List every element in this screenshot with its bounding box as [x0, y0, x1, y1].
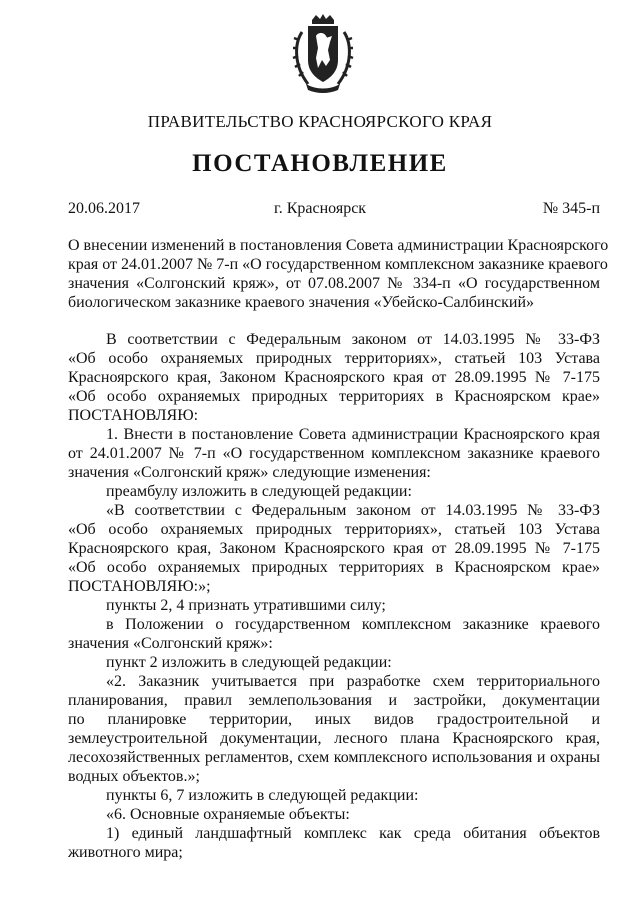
- document-date: 20.06.2017: [68, 200, 140, 217]
- body-line: ПОСТАНОВЛЯЮ:»;: [68, 578, 211, 595]
- body-line: в Положении о государственном комплексном заказнике краевого: [106, 616, 600, 633]
- body-line: «В соответствии с Федеральным законом от 14.03.1995 № 33-ФЗ: [106, 502, 600, 519]
- body-line: значения «Солгонский кряж»:: [68, 635, 273, 652]
- body-line: от 24.01.2007 № 7-п «О государственном комплексном заказнике краевого: [68, 445, 600, 462]
- subject-line: О внесении изменений в постановления Совета администрации Красноярского: [68, 237, 609, 254]
- body-line: планирования, правил землепользования и застройки, документации: [68, 692, 600, 709]
- body-line: «Об особо охраняемых природных территориях», статьей 103 Устава: [68, 350, 600, 367]
- subject-line: края от 24.01.2007 № 7-п «О государственном комплексном заказнике краевого: [68, 256, 608, 273]
- document-type-title: ПОСТАНОВЛЕНИЕ: [192, 150, 448, 177]
- body-line: Красноярского края, Законом Красноярского края от 28.09.1995 № 7-175: [68, 540, 600, 557]
- body-line: пункты 2, 4 признать утратившими силу;: [106, 597, 386, 614]
- body-line: животного мира;: [68, 844, 183, 861]
- government-name: ПРАВИТЕЛЬСТВО КРАСНОЯРСКОГО КРАЯ: [147, 112, 493, 131]
- body-line: водных объектов.»;: [68, 768, 200, 785]
- document-body: [68, 330, 600, 862]
- body-line: землеустроительной документации, лесного плана Красноярского края,: [68, 730, 600, 747]
- coat-of-arms-icon: [290, 14, 356, 94]
- body-line: пункт 2 изложить в следующей редакции:: [106, 654, 392, 671]
- body-line: «6. Основные охраняемые объекты:: [106, 806, 350, 823]
- body-line: по планировке территории, иных видов градостроительной и: [68, 711, 600, 728]
- body-line: 1) единый ландшафтный комплекс как среда обитания объектов: [106, 825, 600, 842]
- body-line: лесохозяйственных регламентов, схем комплексного использования и охраны: [68, 749, 600, 766]
- body-line: ПОСТАНОВЛЯЮ:: [68, 407, 199, 424]
- subject-line: значения «Солгонский кряж», от 07.08.2007 № 334-п «О государственном: [68, 275, 600, 292]
- body-line: «Об особо охраняемых природных территориях», статьей 103 Устава: [68, 521, 600, 538]
- body-line: пункты 6, 7 изложить в следующей редакции:: [106, 787, 419, 804]
- body-line: «Об особо охраняемых природных территориях в Красноярском крае»: [68, 559, 600, 576]
- document-subject: [68, 236, 609, 312]
- body-line: Красноярского края, Законом Красноярского края от 28.09.1995 № 7-175: [68, 369, 600, 386]
- body-line: преамбулу изложить в следующей редакции:: [106, 483, 412, 500]
- document-number: № 345-п: [542, 200, 600, 217]
- body-line: «Об особо охраняемых природных территориях в Красноярском крае»: [68, 388, 600, 405]
- subject-line: биологическом заказнике краевого значения «Убейско-Салбинский»: [68, 294, 535, 311]
- body-line: 1. Внести в постановление Совета администрации Красноярского края: [106, 426, 600, 443]
- document-city: г. Красноярск: [273, 200, 367, 217]
- body-line: «2. Заказник учитывается при разработке схем территориального: [106, 673, 600, 690]
- body-line: значения «Солгонский кряж» следующие изменения:: [68, 464, 431, 481]
- body-line: В соответствии с Федеральным законом от 14.03.1995 № 33-ФЗ: [106, 331, 600, 348]
